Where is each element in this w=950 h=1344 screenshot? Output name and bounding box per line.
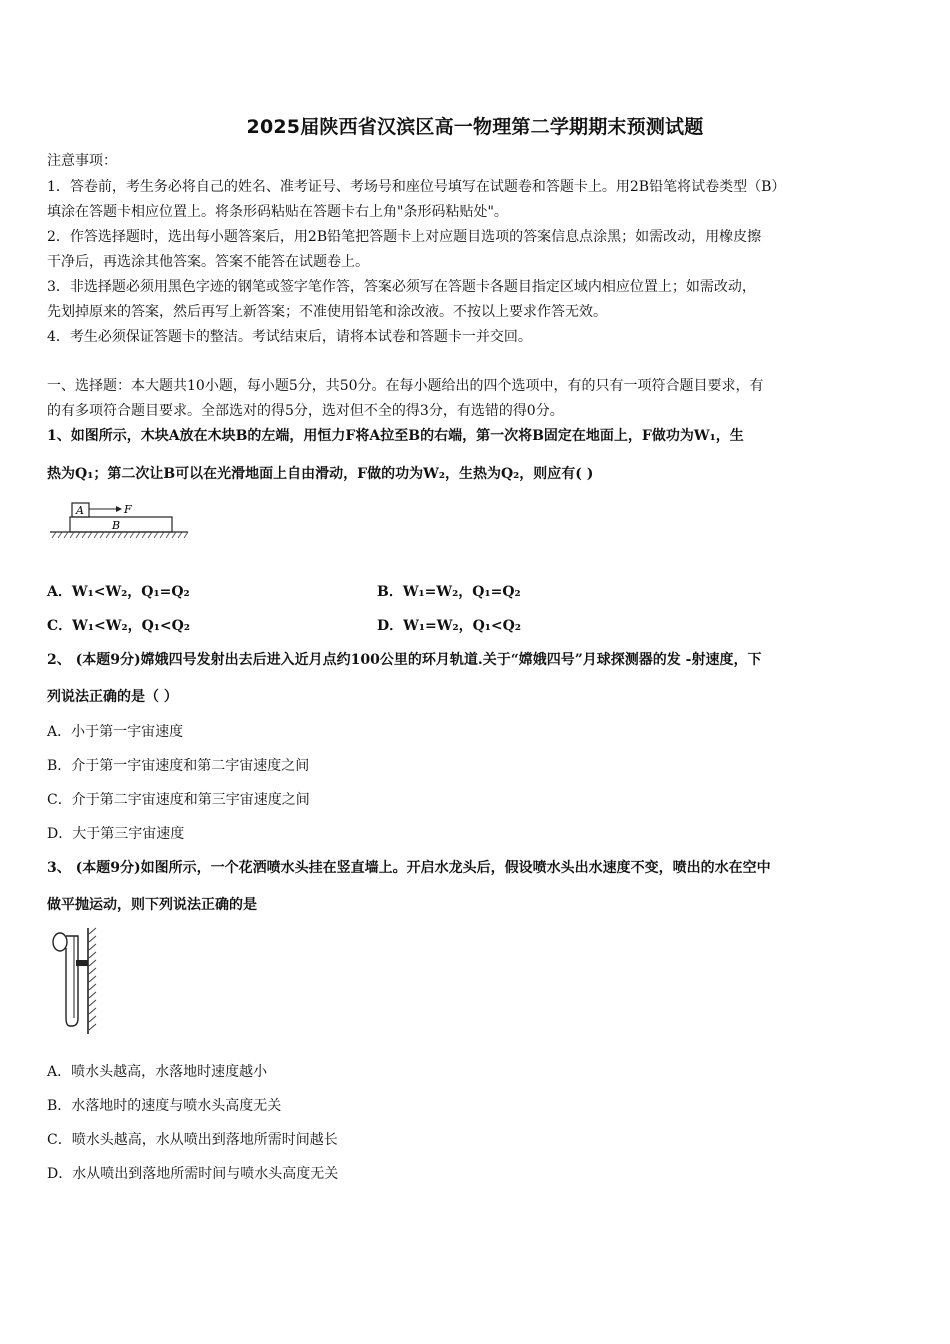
option-c: C．W₁<W₂，Q₁<Q₂ [47,618,190,634]
ground-hatch [52,532,188,538]
force-arrow-head [116,506,122,512]
option-a [47,722,183,742]
question-1-text: 热为Q₁；第二次让B可以在光滑地面上自由滑动，F做的功为W₂，生热为Q₂，则应有( ) [47,466,594,482]
notice-line: 填涂在答题卡相应位置上。将条形码粘贴在答题卡右上角"条形码粘贴处"。 [47,204,508,220]
shower-diagram [48,926,108,1038]
block-b-label: B [112,519,121,532]
option-c [47,790,310,810]
block-diagram [48,498,190,542]
option-a [47,1062,267,1082]
option-c [47,1130,338,1150]
section-intro-line: 的有多项符合题目要求。全部选对的得5分，选对但不全的得3分，有选错的得0分。 [47,403,564,419]
shower-handle [66,936,78,1026]
option-b [47,1096,281,1116]
question-2-text: 列说法正确的是（ ） [47,689,178,705]
page-title: 2025届陕西省汉滨区高一物理第二学期期末预测试题 [246,116,704,138]
block-a-label: A [76,504,84,517]
option-c-text: C．喷水头越高，水从喷出到落地所需时间越长 [47,1132,338,1148]
option-d-text: D．水从喷出到落地所需时间与喷水头高度无关 [47,1166,339,1182]
notice-line: 干净后，再选涂其他答案。答案不能答在试题卷上。 [47,254,369,270]
notice-line: 4．考生必须保证答题卡的整洁。考试结束后，请将本试卷和答题卡一并交回。 [47,329,532,345]
section-intro-line: 一、选择题：本大题共10小题，每小题5分，共50分。在每小题给出的四个选项中，有的只有一项符合题目要求，有 [47,378,764,394]
notice-heading: 注意事项： [47,153,117,169]
force-label: F [124,503,132,516]
question-3-text: 做平抛运动，则下列说法正确的是 [47,897,257,913]
notice-line: 3．非选择题必须用黑色字迹的钢笔或签字笔作答，答案必须写在答题卡各题目指定区域内相应位置上；如需改动， [47,279,756,295]
option-b [47,756,309,776]
notice-line: 2．作答选择题时，选出每小题答案后，用2B铅笔把答题卡上对应题目选项的答案信息点涂黑；如需改动，用橡皮擦 [47,229,762,245]
question-3-text: 3、 (本题9分)如图所示，一个花洒喷水头挂在竖直墙上。开启水龙头后，假设喷水头出水速度不变，喷出的水在空中 [47,860,771,876]
option-a-text: A．喷水头越高，水落地时速度越小 [47,1064,268,1080]
option-d [47,824,184,844]
option-c-text: C．介于第二宇宙速度和第三宇宙速度之间 [47,792,310,808]
shower-head [53,933,67,951]
option-a: A．W₁<W₂，Q₁=Q₂ [47,584,190,600]
option-d: D．W₁=W₂，Q₁<Q₂ [377,618,521,634]
option-b-text: B．介于第一宇宙速度和第二宇宙速度之间 [47,758,310,774]
option-d-text: D．大于第三宇宙速度 [47,826,185,842]
question-2-text: 2、 (本题9分)嫦娥四号发射出去后进入近月点约100公里的环月轨道.关于“嫦娥四号”月球探测器的发 -射速度，下 [47,652,762,668]
block-b-rect [70,517,172,532]
question-1-text: 1、如图所示，木块A放在木块B的左端，用恒力F将A拉至B的右端，第一次将B固定在地面上，F做功为W₁，生 [47,428,744,444]
notice-line: 1．答卷前，考生务必将自己的姓名、准考证号、考场号和座位号填写在试题卷和答题卡上。用2B铅笔将试卷类型（B） [47,179,786,195]
option-b-text: B．水落地时的速度与喷水头高度无关 [47,1098,282,1114]
option-b: B．W₁=W₂，Q₁=Q₂ [377,584,521,600]
option-a-text: A．小于第一宇宙速度 [47,724,184,740]
wall-bracket [76,960,88,966]
notice-line: 先划掉原来的答案，然后再写上新答案；不准使用铅笔和涂改液。不按以上要求作答无效。 [47,304,607,320]
option-d [47,1164,338,1184]
wall-hatch [89,928,96,1030]
